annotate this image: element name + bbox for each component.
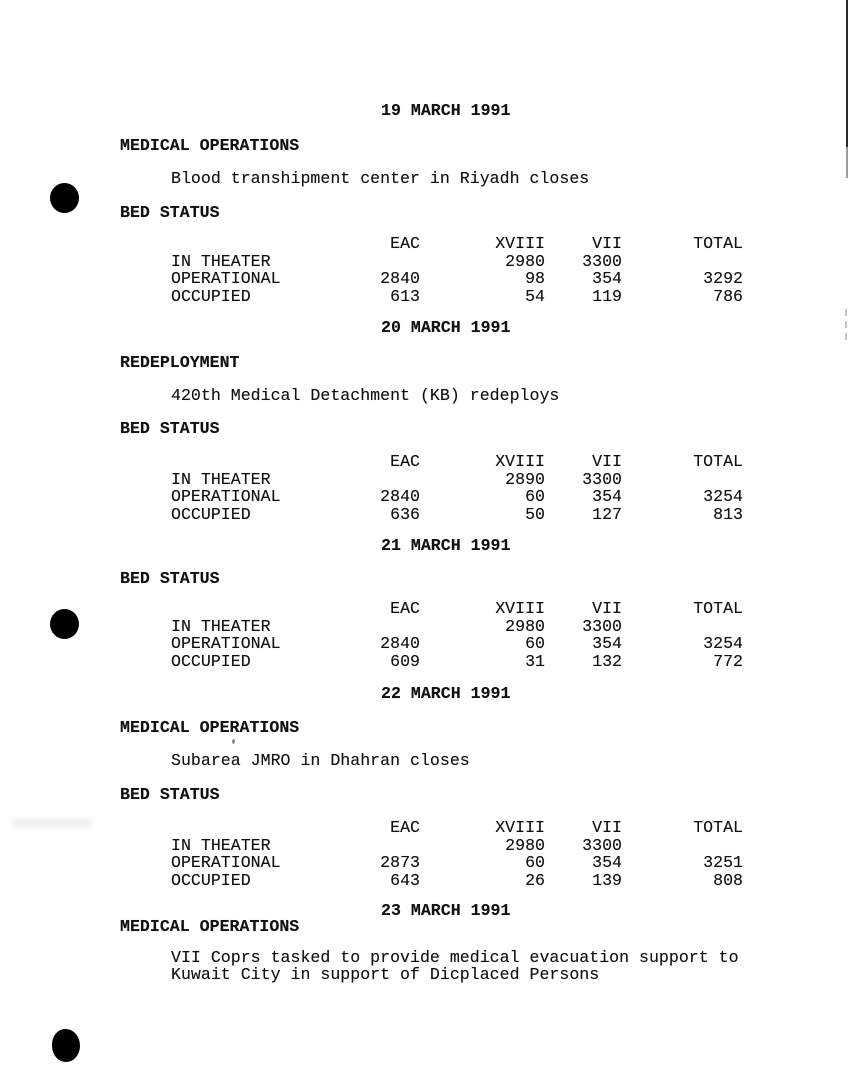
row-label: OCCUPIED bbox=[171, 505, 251, 525]
table-row bbox=[0, 253, 850, 271]
scan-edge-dash bbox=[845, 321, 847, 328]
cell-vii: 3300 bbox=[582, 616, 622, 636]
table-header-row bbox=[0, 453, 850, 471]
bed-status-table bbox=[0, 600, 850, 671]
column-header-total: TOTAL bbox=[693, 818, 743, 837]
cell-xviii: 31 bbox=[525, 652, 545, 672]
column-header-total: TOTAL bbox=[693, 452, 743, 471]
column-header-eac: EAC bbox=[390, 452, 420, 471]
bed-status-table bbox=[0, 819, 850, 890]
cell-eac: 609 bbox=[390, 652, 420, 672]
cell-total: 808 bbox=[713, 871, 743, 891]
cell-vii: 354 bbox=[592, 634, 622, 654]
row-label: IN THEATER bbox=[171, 835, 271, 855]
date-heading: 23 MARCH 1991 bbox=[381, 901, 511, 920]
cell-vii: 354 bbox=[592, 487, 622, 507]
bed-status-table bbox=[0, 453, 850, 524]
row-label: OCCUPIED bbox=[171, 871, 251, 891]
section-heading: REDEPLOYMENT bbox=[120, 353, 240, 372]
row-label: OPERATIONAL bbox=[171, 634, 281, 654]
column-header-vii: VII bbox=[592, 234, 622, 253]
column-header-vii: VII bbox=[592, 818, 622, 837]
cell-eac: 636 bbox=[390, 505, 420, 525]
cell-xviii: 2980 bbox=[505, 251, 545, 271]
cell-xviii: 60 bbox=[525, 487, 545, 507]
cell-eac: 2873 bbox=[380, 853, 420, 873]
table-row bbox=[0, 872, 850, 890]
column-header-xviii: XVIII bbox=[495, 234, 545, 253]
note-text: Blood transhipment center in Riyadh closes bbox=[171, 169, 590, 188]
section-heading: MEDICAL OPERATIONS bbox=[120, 136, 300, 155]
cell-total: 813 bbox=[713, 505, 743, 525]
table-header-row bbox=[0, 819, 850, 837]
cell-vii: 119 bbox=[592, 287, 622, 307]
column-header-eac: EAC bbox=[390, 818, 420, 837]
row-label: IN THEATER bbox=[171, 469, 271, 489]
cell-xviii: 26 bbox=[525, 871, 545, 891]
column-header-vii: VII bbox=[592, 452, 622, 471]
cell-total: 3254 bbox=[703, 634, 743, 654]
section-heading: MEDICAL OPERATIONS bbox=[120, 917, 300, 936]
note-text: Kuwait City in support of Dicplaced Persons bbox=[171, 965, 600, 984]
cell-total: 786 bbox=[713, 287, 743, 307]
cell-total: 772 bbox=[713, 652, 743, 672]
scan-edge-dash bbox=[845, 333, 847, 340]
cell-vii: 354 bbox=[592, 269, 622, 289]
scan-edge-line bbox=[846, 0, 848, 147]
bed-status-heading: BED STATUS bbox=[120, 203, 220, 222]
table-row bbox=[0, 270, 850, 288]
cell-vii: 3300 bbox=[582, 251, 622, 271]
row-label: OPERATIONAL bbox=[171, 269, 281, 289]
column-header-xviii: XVIII bbox=[495, 818, 545, 837]
row-label: IN THEATER bbox=[171, 616, 271, 636]
cell-eac: 2840 bbox=[380, 269, 420, 289]
bed-status-table bbox=[0, 235, 850, 306]
row-label: OCCUPIED bbox=[171, 287, 251, 307]
cell-vii: 139 bbox=[592, 871, 622, 891]
scan-speck bbox=[232, 739, 235, 744]
row-label: IN THEATER bbox=[171, 251, 271, 271]
cell-vii: 132 bbox=[592, 652, 622, 672]
hole-punch-bottom bbox=[52, 1029, 80, 1062]
cell-xviii: 2980 bbox=[505, 616, 545, 636]
bed-status-heading: BED STATUS bbox=[120, 785, 220, 804]
table-row bbox=[0, 471, 850, 489]
hole-punch-top bbox=[50, 183, 79, 213]
table-header-row bbox=[0, 235, 850, 253]
cell-vii: 3300 bbox=[582, 469, 622, 489]
table-row bbox=[0, 837, 850, 855]
cell-xviii: 60 bbox=[525, 634, 545, 654]
cell-total: 3251 bbox=[703, 853, 743, 873]
cell-total: 3254 bbox=[703, 487, 743, 507]
cell-xviii: 2980 bbox=[505, 835, 545, 855]
row-label: OPERATIONAL bbox=[171, 487, 281, 507]
column-header-eac: EAC bbox=[390, 599, 420, 618]
column-header-xviii: XVIII bbox=[495, 599, 545, 618]
scan-edge-dash bbox=[845, 309, 847, 316]
cell-xviii: 60 bbox=[525, 853, 545, 873]
cell-xviii: 2890 bbox=[505, 469, 545, 489]
scan-edge-line-faded bbox=[846, 147, 848, 178]
date-heading: 22 MARCH 1991 bbox=[381, 684, 511, 703]
bed-status-heading: BED STATUS bbox=[120, 569, 220, 588]
cell-xviii: 54 bbox=[525, 287, 545, 307]
note-text: Subarea JMRO in Dhahran closes bbox=[171, 751, 470, 770]
table-row bbox=[0, 635, 850, 653]
table-row bbox=[0, 506, 850, 524]
column-header-total: TOTAL bbox=[693, 234, 743, 253]
row-label: OCCUPIED bbox=[171, 652, 251, 672]
column-header-xviii: XVIII bbox=[495, 452, 545, 471]
date-heading: 20 MARCH 1991 bbox=[381, 318, 511, 337]
column-header-vii: VII bbox=[592, 599, 622, 618]
cell-vii: 3300 bbox=[582, 835, 622, 855]
date-heading: 21 MARCH 1991 bbox=[381, 536, 511, 555]
cell-vii: 127 bbox=[592, 505, 622, 525]
cell-eac: 643 bbox=[390, 871, 420, 891]
row-label: OPERATIONAL bbox=[171, 853, 281, 873]
cell-eac: 2840 bbox=[380, 634, 420, 654]
cell-total: 3292 bbox=[703, 269, 743, 289]
table-row bbox=[0, 653, 850, 671]
table-header-row bbox=[0, 600, 850, 618]
note-text: VII Coprs tasked to provide medical evacuation support to bbox=[171, 948, 739, 967]
table-row bbox=[0, 288, 850, 306]
cell-eac: 2840 bbox=[380, 487, 420, 507]
table-row bbox=[0, 618, 850, 636]
note-text: 420th Medical Detachment (KB) redeploys bbox=[171, 386, 560, 405]
cell-vii: 354 bbox=[592, 853, 622, 873]
bed-status-heading: BED STATUS bbox=[120, 419, 220, 438]
table-row bbox=[0, 854, 850, 872]
cell-xviii: 50 bbox=[525, 505, 545, 525]
section-heading: MEDICAL OPERATIONS bbox=[120, 718, 300, 737]
table-row bbox=[0, 488, 850, 506]
column-header-total: TOTAL bbox=[693, 599, 743, 618]
cell-xviii: 98 bbox=[525, 269, 545, 289]
cell-eac: 613 bbox=[390, 287, 420, 307]
date-heading: 19 MARCH 1991 bbox=[381, 101, 511, 120]
column-header-eac: EAC bbox=[390, 234, 420, 253]
